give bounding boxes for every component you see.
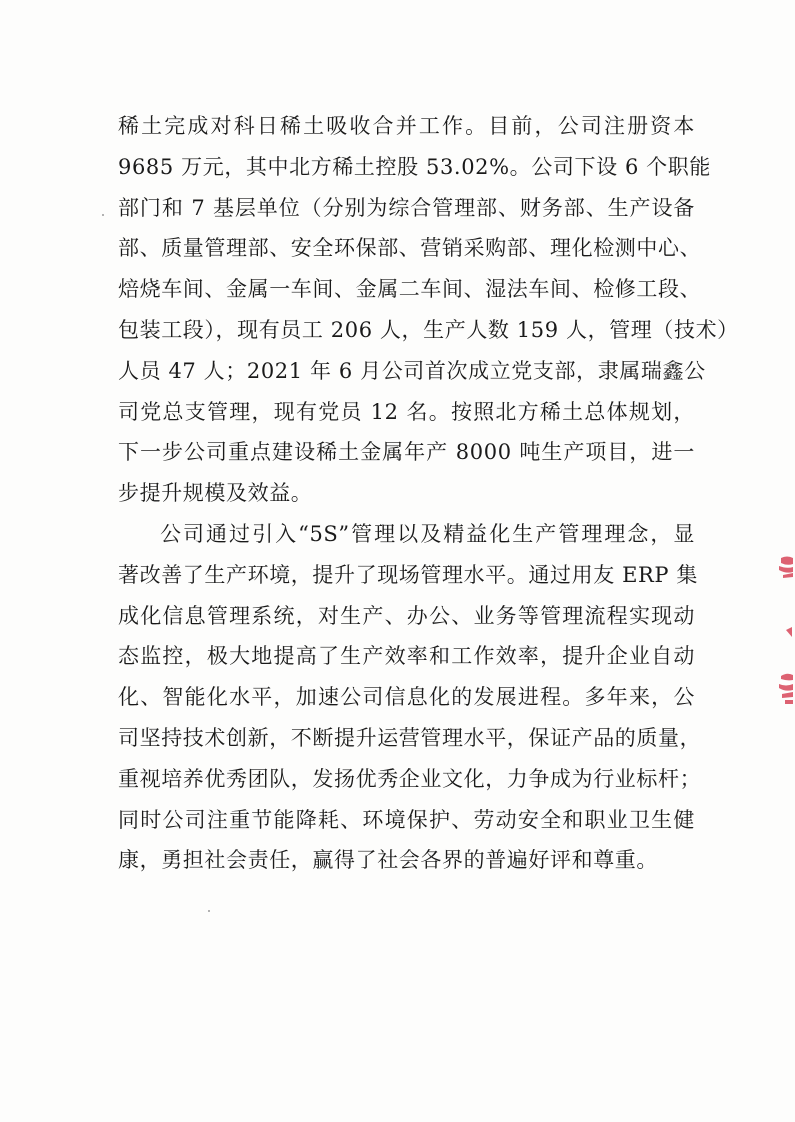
text-line: 稀土完成对科日稀土吸收合并工作。目前，公司注册资本 [118,114,695,138]
scan-speck [208,910,210,912]
text-line: 部、质量管理部、安全环保部、营销采购部、理化检测中心、 [118,236,702,261]
paragraph-2 [118,514,702,881]
text-line: 成化信息管理系统，对生产、办公、业务等管理流程实现动 [118,603,695,628]
text-line: 焙烧车间、金属一车间、金属二车间、湿法车间、检修工段、 [118,277,702,302]
text-line: 公司通过引入“5S”管理以及精益化生产管理理念，显 [160,521,695,546]
text-line: 包装工段），现有员工 206 人，生产人数 159 人，管理（技术） [118,317,739,342]
text-line: 9685 万元，其中北方稀土控股 53.02%。公司下设 6 个职能 [118,154,711,179]
text-line: 康，勇担社会责任，赢得了社会各界的普遍好评和尊重。 [118,848,658,873]
body-text [118,106,739,881]
scan-speck [102,214,104,216]
text-line: 著改善了生产环境，提升了现场管理水平。通过用友 ERP 集 [118,562,699,587]
text-line: 司党总支管理，现有党员 12 名。按照北方稀土总体规划， [118,399,695,424]
text-line: 部门和 7 基层单位（分别为综合管理部、财务部、生产设备 [118,195,695,220]
text-line: 下一步公司重点建设稀土金属年产 8000 吨生产项目，进一 [118,440,695,465]
text-line: 司坚持技术创新，不断提升运营管理水平，保证产品的质量， [118,725,702,750]
text-line: 重视培养优秀团队，发扬优秀企业文化，力争成为行业标杆； [118,766,702,791]
text-line: 人员 47 人；2021 年 6 月公司首次成立党支部，隶属瑞鑫公 [118,358,706,383]
text-line: 态监控，极大地提高了生产效率和工作效率，提升企业自动 [118,644,695,669]
text-line: 步提升规模及效益。 [118,481,313,506]
seal-stamp-fragment [759,548,795,728]
text-line: 同时公司注重节能降耗、环境保护、劳动安全和职业卫生健 [118,807,695,832]
text-line: 化、智能化水平，加速公司信息化的发展进程。多年来，公 [118,685,695,710]
paragraph-1 [118,106,739,514]
